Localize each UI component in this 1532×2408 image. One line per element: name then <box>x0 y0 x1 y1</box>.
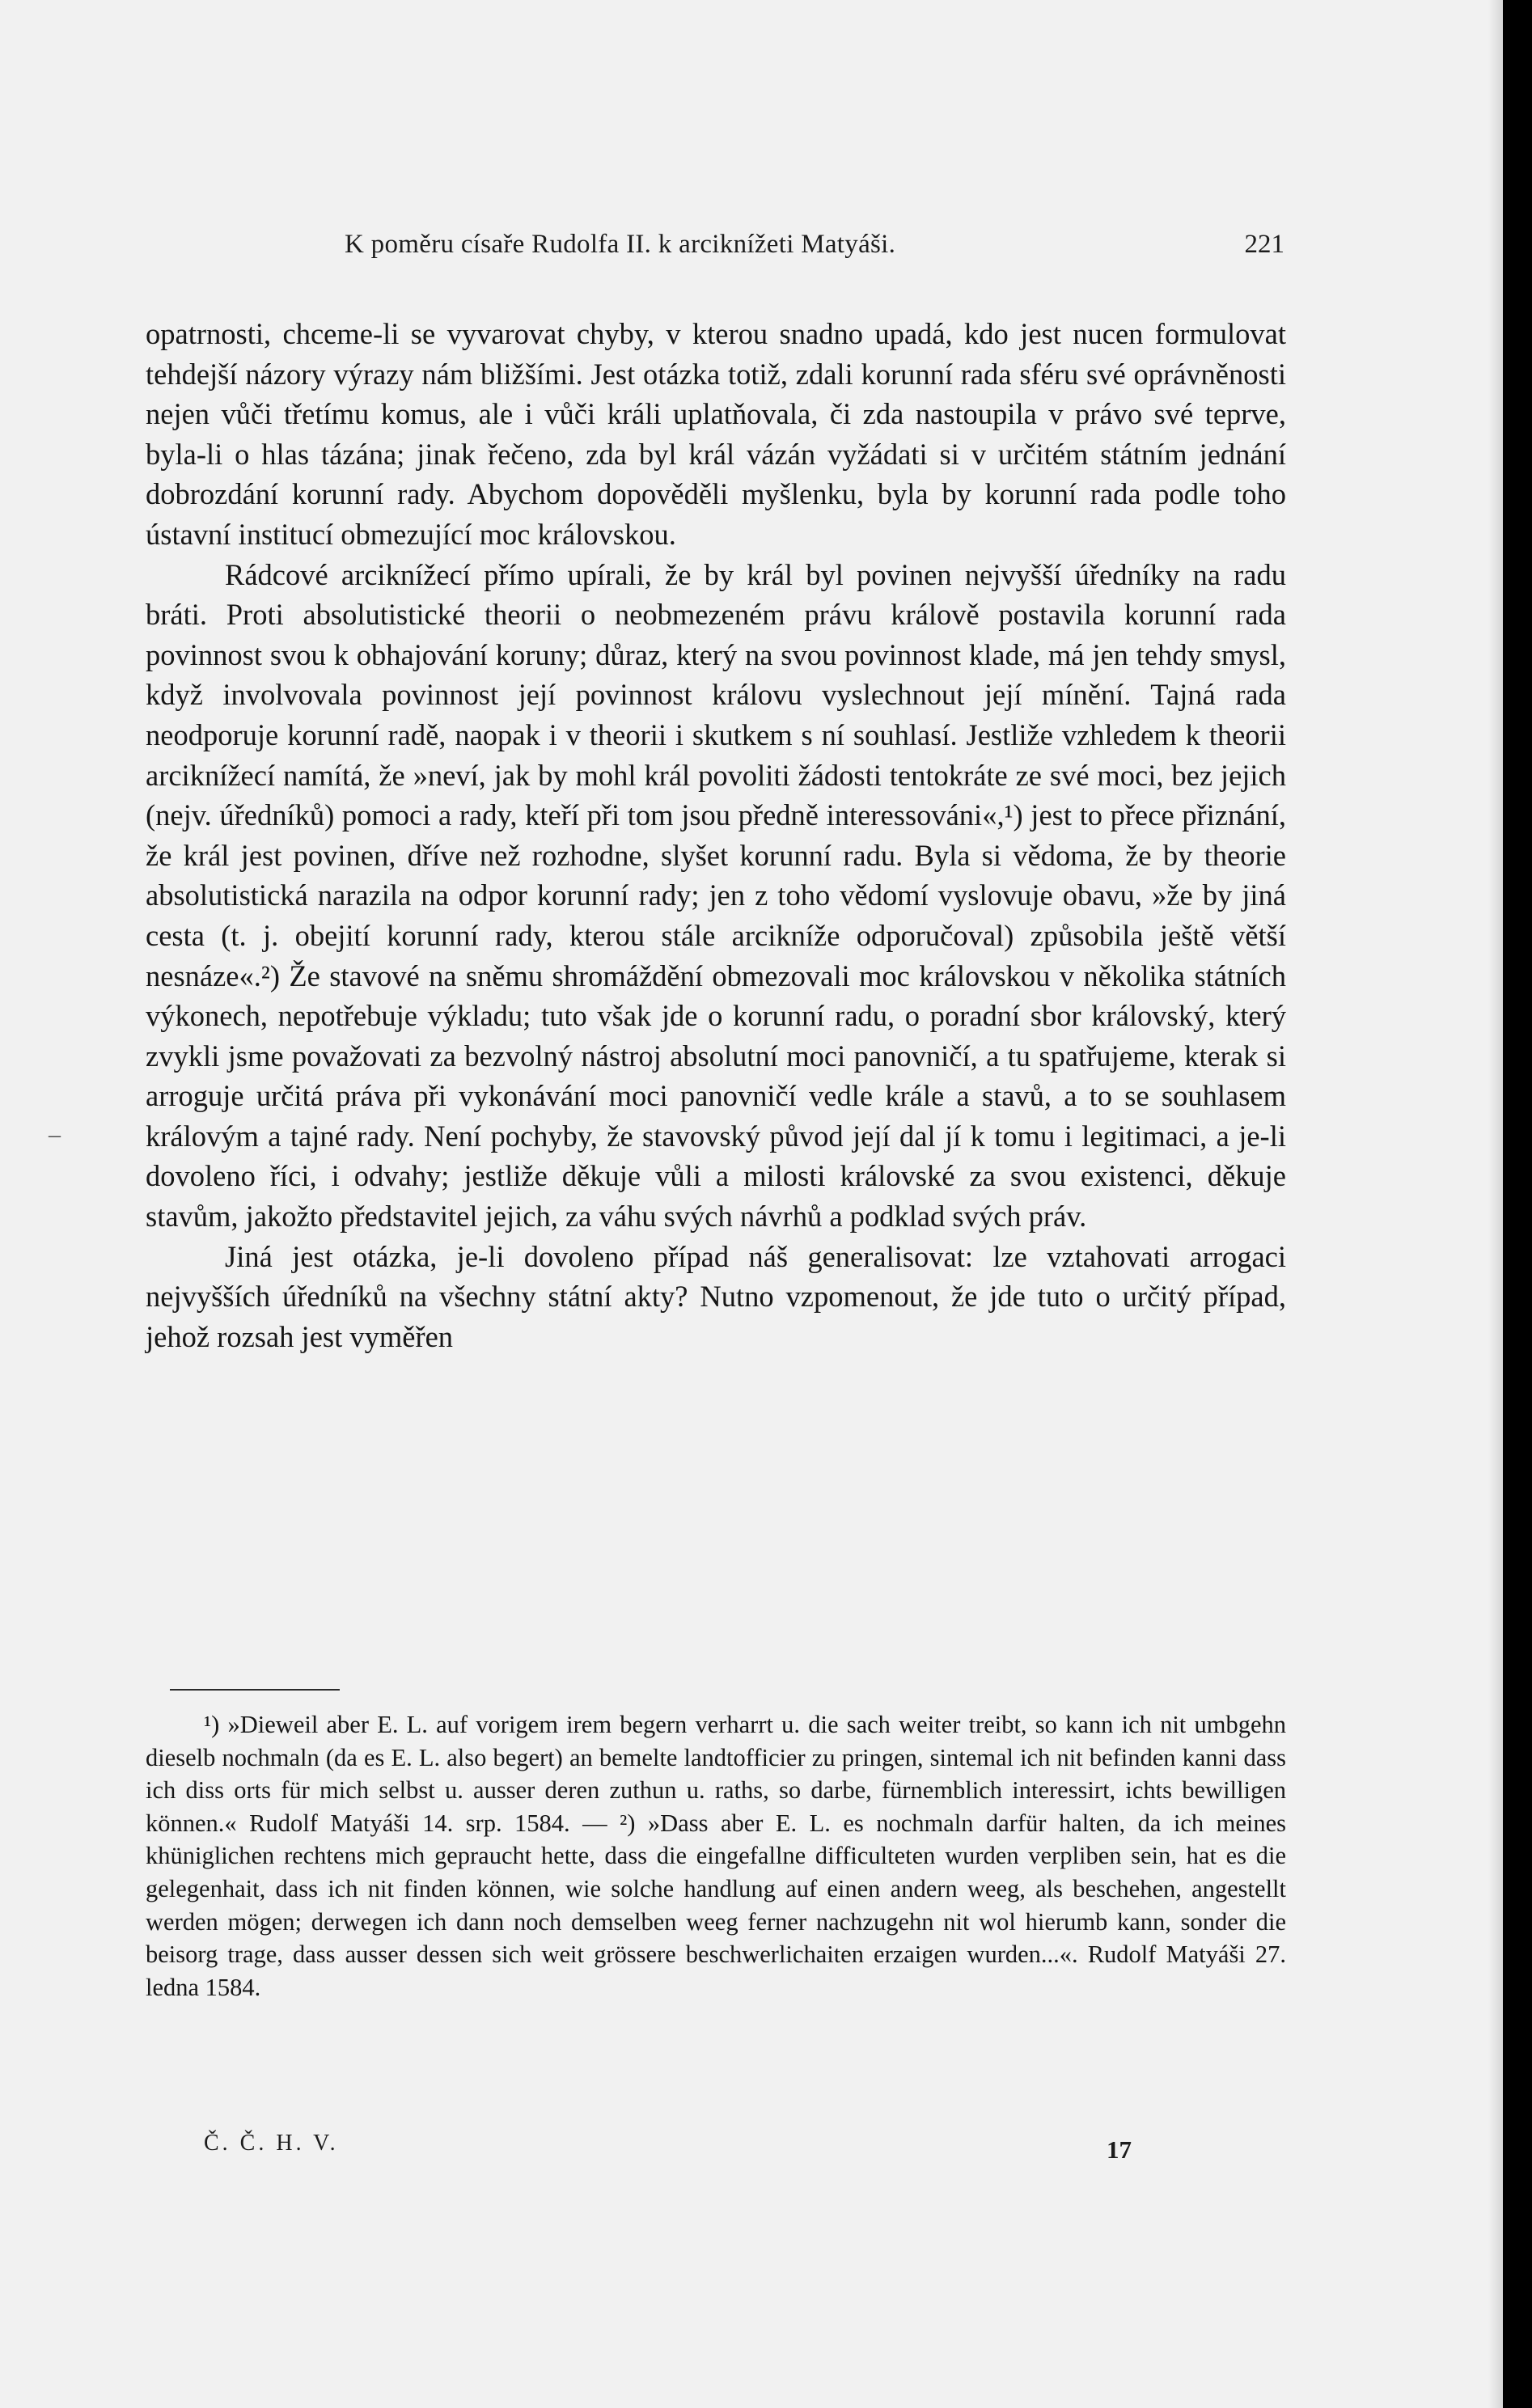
paragraph: Rádcové arciknížecí přímo upírali, že by král byl povinen nejvyšší úředníky na radu bráti. Proti absolutistické theorii o neobmezeném právu králově postavila korunní rada povinnost svou k obhajování koruny; důraz, který na svou povinnost klade, má jen tehdy smysl, když involvovala povinnost její povinnost královu vyslechnout její mínění. Tajná rada neodporuje korunní radě, naopak i v theorii i skutkem s ní souhlasí. Jestliže vzhledem k theorii arciknížecí namítá, že »neví, jak by mohl král povoliti žádosti tentokráte ze své moci, bez jejich (nejv. úředníků) pomoci a rady, kteří při tom jsou předně interessováni«,¹) jest to přece přiznání, že král jest povinen, dříve než rozhodne, slyšet korunní radu. Byla si vědoma, že by theorie absolutistická narazila na odpor korunní rady; jen z toho vědomí vyslovuje obavu, »že by jiná cesta (t. j. obejití korunní rady, kterou stále arcikníže odporučoval) způsobila ještě větší nesnáze«.²) Že stavové na sněmu shromáždění obmezovali moc královskou v několika státních výkonech, nepotřebuje výkladu; tuto však jde o korunní radu, o poradní sbor královský, který zvykli jsme považovati za bezvolný nástroj absolutní moci panovničí, a tu spatřujeme, kterak si arroguje určitá práva při vykonávání moci panovničí vedle krále a stavů, a to se souhlasem královým a tajné rady. Není pochyby, že stavovský původ její dal jí k tomu i legitimaci, a je-li dovoleno říci, i odvahy; jestliže děkuje vůli a milosti královské za svou existenci, děkuje stavům, jakožto představitel jejich, za váhu svých návrhů a podklad svých práv. <box>146 557 1286 1234</box>
footnotes <box>146 1708 1286 2004</box>
printer-signature <box>146 2127 1286 2176</box>
margin-mark: – <box>49 1121 61 1148</box>
paragraph: Jiná jest otázka, je-li dovoleno případ náš generalisovat: lze vztahovati arrogaci nejvyšších úředníků na všechny státní akty? Nutno vzpomenout, že jde tuto o určitý případ, jehož rozsah jest vyměřen <box>146 1239 1286 1353</box>
paragraph-continuation: opatrnosti, chceme-li se vyvarovat chyby, v kterou snadno upadá, kdo jest nucen formulovat tehdejší názory výrazy nám bližšími. Jest otázka totiž, zdali korunní rada sféru své oprávněnosti nejen vůči třetímu komus, ale i vůči králi uplatňovala, či zda nastoupila v právo své teprve, byla-li o hlas tázána; jinak řečeno, zda byl král vázán vyžádati si v určitém státním jednání dobrozdání korunní rady. Abychom dopověděli myšlenku, byla by korunní rada podle toho ústavní institucí obmezující moc královskou. <box>146 317 1286 551</box>
running-header <box>315 225 1284 273</box>
footnote-divider <box>170 1689 340 1691</box>
running-title: K poměru císaře Rudolfa II. k arciknížeti Matyáši. <box>345 230 896 259</box>
footnote-text: ¹) »Dieweil aber E. L. auf vorigem irem begern verharrt u. die sach weiter treibt, so kann ich nit umbgehn dieselb nochmaln (da es E. L. also begert) an bemelte landtofficier zu pringen, sintemal ich nit befinden kanni dass ich diss orts für mich selbst u. ausser deren zuthun u. raths, so darbe, fürnemblich interessirt, ichts bewilligen können.« Rudolf Matyáši 14. srp. 1584. — ²) »Dass aber E. L. es nochmaln darfür halten, da ich meines khüniglichen rechtens mich gepraucht hette, dass die eingefallne difficulteten wurden verpliben sein, hat es die gelegenhait, dass ich nit finden können, wie solche handlung auf einen andern weeg, als beschehen, angestellt werden mögen; derwegen ich dann noch demselben weeg ferner nachzugehn nit wol hierumb kann, sonder die beisorg trage, dass ausser dessen sich weit grössere beschwerlichaiten erzaigen wurden...«. Rudolf Matyáši 27. ledna 1584. <box>146 1711 1286 2001</box>
page-edge-shadow <box>1488 0 1503 2408</box>
signature-number: 17 <box>1107 2135 1132 2164</box>
signature-mark: Č. Č. H. V. <box>204 2131 339 2156</box>
page-number: 221 <box>1244 230 1284 259</box>
body-text <box>146 314 1286 1356</box>
